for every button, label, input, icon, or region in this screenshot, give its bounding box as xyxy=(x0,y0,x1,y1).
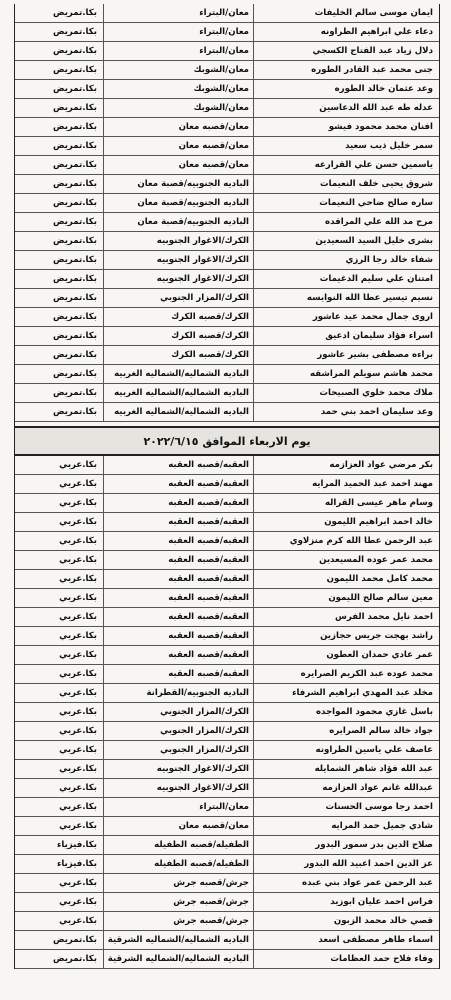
area-cell: الباديه الشماليه/الشماليه الشرقية xyxy=(103,931,253,949)
area-cell: العقبه/قصبه العقبه xyxy=(103,627,253,645)
area-cell: معان/البتراء xyxy=(103,23,253,41)
student-name-cell: عز الدين احمد اعبيد الله البدور xyxy=(253,855,439,873)
student-name-cell: عبد الله فؤاد شاهر الشمايله xyxy=(253,760,439,778)
major-cell: بكا.تمريض xyxy=(52,312,97,322)
student-name-cell: عبدالله غانم عواد العزازمه xyxy=(253,779,439,797)
area-cell: الكرك/الاغوار الجنوبيه xyxy=(103,232,253,250)
student-name-cell: محمد عمر عوده المسيعدين xyxy=(253,551,439,569)
table-row xyxy=(15,893,439,912)
student-name-cell: مهند احمد عبد الحميد المرايه xyxy=(253,475,439,493)
student-name-cell: دلال زياد عبد الفتاح الكسجي xyxy=(253,42,439,60)
table-row xyxy=(15,703,439,722)
major-cell: بكا.تمريض xyxy=(52,198,97,208)
major-cell: بكا.عربي xyxy=(59,878,97,888)
table-row xyxy=(15,403,439,422)
area-cell: الباديه الجنوبيه/قصبة معان xyxy=(103,194,253,212)
major-cell: بكا.تمريض xyxy=(52,236,97,246)
table-row xyxy=(15,627,439,646)
major-cell: بكا.تمريض xyxy=(52,46,97,56)
student-name-cell: امتنان علي سليم الدغيمات xyxy=(253,270,439,288)
student-name-cell: اسماء طاهر مصطفى اسعد xyxy=(253,931,439,949)
major-cell: بكا.تمريض xyxy=(52,217,97,227)
area-cell: الباديه الشماليه/الشماليه الغربيه xyxy=(103,403,253,421)
table-row xyxy=(15,646,439,665)
table-row xyxy=(15,194,439,213)
major-cell: بكا.تمريض xyxy=(52,160,97,170)
table-row xyxy=(15,608,439,627)
student-name-cell: عبد الرحمن عمر عواد بني عبده xyxy=(253,874,439,892)
student-name-cell: راشد بهجت جريس حجازين xyxy=(253,627,439,645)
area-cell: الطفيله/قصبه الطفيله xyxy=(103,836,253,854)
student-name-cell: عاصف علي ياسين الطراونه xyxy=(253,741,439,759)
major-cell: بكا.تمريض xyxy=(52,369,97,379)
area-cell: العقبه/قصبه العقبه xyxy=(103,665,253,683)
area-cell: الكرك/قصبه الكرك xyxy=(103,346,253,364)
area-cell: معان/قصبه معان xyxy=(103,156,253,174)
major-cell: بكا.عربي xyxy=(59,631,97,641)
table-row xyxy=(15,912,439,931)
major-cell: بكا.عربي xyxy=(59,916,97,926)
table-row xyxy=(15,99,439,118)
major-cell: بكا.تمريض xyxy=(52,350,97,360)
area-cell: الباديه الشماليه/الشماليه الشرقية xyxy=(103,950,253,968)
area-cell: الكرك/المزار الجنوبي xyxy=(103,741,253,759)
major-cell: بكا.عربي xyxy=(59,555,97,565)
student-name-cell: محمد هاشم سويلم المراشقه xyxy=(253,365,439,383)
student-name-cell: جنى محمد عبد القادر الطوره xyxy=(253,61,439,79)
area-cell: الطفيله/قصبه الطفيله xyxy=(103,855,253,873)
area-cell: الكرك/المزار الجنوبي xyxy=(103,722,253,740)
student-name-cell: صلاح الدين بدر سمور البدور xyxy=(253,836,439,854)
table-row xyxy=(15,384,439,403)
major-cell: بكا.عربي xyxy=(59,669,97,679)
table-row xyxy=(15,42,439,61)
table-row xyxy=(15,513,439,532)
major-cell: بكا.عربي xyxy=(59,802,97,812)
table-row xyxy=(15,137,439,156)
area-cell: الكرك/الاغوار الجنوبيه xyxy=(103,779,253,797)
table-section-1 xyxy=(15,4,439,422)
major-cell: بكا.عربي xyxy=(59,688,97,698)
student-name-cell: شادي جميل حمد المرايه xyxy=(253,817,439,835)
major-cell: بكا.تمريض xyxy=(52,103,97,113)
area-cell: الباديه الجنوبيه/قصبة معان xyxy=(103,213,253,231)
major-cell: بكا.عربي xyxy=(59,897,97,907)
major-cell: بكا.تمريض xyxy=(52,8,97,18)
day-header: يوم الاربعاء الموافق ٢٠٢٢/٦/١٥ xyxy=(15,426,439,456)
student-name-cell: عبد الرحمن عطا الله كرم منزلاوي xyxy=(253,532,439,550)
table-row xyxy=(15,327,439,346)
major-cell: بكا.عربي xyxy=(59,460,97,470)
student-name-cell: بشرى خليل السيد السعيدين xyxy=(253,232,439,250)
student-name-cell: بكر مرضي عواد العزازمه xyxy=(253,456,439,474)
table-row xyxy=(15,589,439,608)
major-cell: بكا.تمريض xyxy=(52,331,97,341)
major-cell: بكا.تمريض xyxy=(52,122,97,132)
major-cell: بكا.تمريض xyxy=(52,179,97,189)
table-row xyxy=(15,61,439,80)
student-name-cell: احمد نايل محمد الفرس xyxy=(253,608,439,626)
major-cell: بكا.تمريض xyxy=(52,954,97,964)
student-name-cell: سمر خليل ذيب سعيد xyxy=(253,137,439,155)
table-row xyxy=(15,665,439,684)
area-cell: معان/الشوبك xyxy=(103,80,253,98)
area-cell: العقبه/قصبه العقبه xyxy=(103,475,253,493)
table-row xyxy=(15,494,439,513)
area-cell: الباديه الجنوبيه/قصبة معان xyxy=(103,175,253,193)
student-name-cell: خالد احمد ابراهيم الليمون xyxy=(253,513,439,531)
student-name-cell: محمد عوده عبد الكريم الصرايره xyxy=(253,665,439,683)
area-cell: العقبه/قصبه العقبه xyxy=(103,532,253,550)
student-name-cell: وعد سليمان احمد بني حمد xyxy=(253,403,439,421)
table-row xyxy=(15,289,439,308)
major-cell: بكا.عربي xyxy=(59,821,97,831)
area-cell: الباديه الشماليه/الشماليه الغربيه xyxy=(103,365,253,383)
student-name-cell: ملاك محمد خلوي الصبيحات xyxy=(253,384,439,402)
student-name-cell: وعد عثمان خالد الطوره xyxy=(253,80,439,98)
area-cell: جرش/قصبه جرش xyxy=(103,912,253,930)
table-row xyxy=(15,532,439,551)
table-row xyxy=(15,722,439,741)
area-cell: العقبه/قصبه العقبه xyxy=(103,551,253,569)
student-name-cell: وسام ماهر عيسى القراله xyxy=(253,494,439,512)
student-name-cell: معين سالم صالح الليمون xyxy=(253,589,439,607)
major-cell: بكا.تمريض xyxy=(52,407,97,417)
table-row xyxy=(15,80,439,99)
major-cell: بكا.عربي xyxy=(59,764,97,774)
student-name-cell: ساره صالح ضاحي النعيمات xyxy=(253,194,439,212)
major-cell: بكا.عربي xyxy=(59,707,97,717)
major-cell: بكا.عربي xyxy=(59,517,97,527)
table-row xyxy=(15,779,439,798)
area-cell: معان/الشوبك xyxy=(103,99,253,117)
student-name-cell: اروى جمال محمد عيد عاشور xyxy=(253,308,439,326)
student-name-cell: ايمان موسى سالم الخليفات xyxy=(253,4,439,22)
area-cell: الكرك/الاغوار الجنوبيه xyxy=(103,760,253,778)
table-row xyxy=(15,684,439,703)
student-list-sheet xyxy=(14,4,440,969)
student-name-cell: دعاء علي ابراهيم الطراونه xyxy=(253,23,439,41)
student-name-cell: ياسمين حسن علي القرارعه xyxy=(253,156,439,174)
table-row xyxy=(15,156,439,175)
student-name-cell: فراس احمد عليان ابوزيد xyxy=(253,893,439,911)
area-cell: الكرك/المزار الجنوبي xyxy=(103,289,253,307)
student-name-cell: عمر عادي حمدان العطون xyxy=(253,646,439,664)
table-row xyxy=(15,175,439,194)
student-name-cell: باسل غازي محمود المواجده xyxy=(253,703,439,721)
major-cell: بكا.تمريض xyxy=(52,27,97,37)
major-cell: بكا.عربي xyxy=(59,479,97,489)
student-name-cell: قصي خالد محمد الزبون xyxy=(253,912,439,930)
area-cell: الباديه الجنوبيه/القطرانة xyxy=(103,684,253,702)
table-row xyxy=(15,874,439,893)
area-cell: معان/البتراء xyxy=(103,4,253,22)
table-row xyxy=(15,346,439,365)
area-cell: الباديه الشماليه/الشماليه الغربيه xyxy=(103,384,253,402)
table-row xyxy=(15,456,439,475)
table-row xyxy=(15,798,439,817)
major-cell: بكا.عربي xyxy=(59,498,97,508)
major-cell: بكا.تمريض xyxy=(52,141,97,151)
area-cell: معان/قصبه معان xyxy=(103,817,253,835)
table-section-2 xyxy=(15,456,439,969)
table-row xyxy=(15,950,439,969)
table-row xyxy=(15,270,439,289)
student-name-cell: احمد رجا موسى الحسنات xyxy=(253,798,439,816)
table-row xyxy=(15,836,439,855)
major-cell: بكا.عربي xyxy=(59,536,97,546)
student-name-cell: جواد خالد سالم الصرايره xyxy=(253,722,439,740)
table-row xyxy=(15,4,439,23)
table-row xyxy=(15,118,439,137)
table-row xyxy=(15,23,439,42)
major-cell: بكا.عربي xyxy=(59,574,97,584)
student-name-cell: عدله طه عبد الله الدعاسين xyxy=(253,99,439,117)
area-cell: معان/قصبه معان xyxy=(103,118,253,136)
area-cell: العقبه/قصبه العقبه xyxy=(103,456,253,474)
student-name-cell: وفاء فلاح حمد العظامات xyxy=(253,950,439,968)
major-cell: بكا.عربي xyxy=(59,612,97,622)
major-cell: بكا.عربي xyxy=(59,726,97,736)
major-cell: بكا.تمريض xyxy=(52,274,97,284)
table-row xyxy=(15,475,439,494)
area-cell: معان/البتراء xyxy=(103,798,253,816)
area-cell: الكرك/قصبه الكرك xyxy=(103,308,253,326)
major-cell: بكا.تمريض xyxy=(52,935,97,945)
table-row xyxy=(15,931,439,950)
student-name-cell: محمد كامل محمد الليمون xyxy=(253,570,439,588)
area-cell: الكرك/المزار الجنوبي xyxy=(103,703,253,721)
area-cell: جرش/قصبه جرش xyxy=(103,874,253,892)
area-cell: معان/الشوبك xyxy=(103,61,253,79)
area-cell: معان/البتراء xyxy=(103,42,253,60)
table-row xyxy=(15,308,439,327)
student-name-cell: شفاء خالد رجا الرزي xyxy=(253,251,439,269)
table-row xyxy=(15,232,439,251)
table-row xyxy=(15,365,439,384)
area-cell: العقبه/قصبه العقبه xyxy=(103,608,253,626)
table-row xyxy=(15,213,439,232)
area-cell: معان/قصبه معان xyxy=(103,137,253,155)
major-cell: بكا.عربي xyxy=(59,783,97,793)
table-row xyxy=(15,551,439,570)
major-cell: بكا.تمريض xyxy=(52,84,97,94)
table-row xyxy=(15,855,439,874)
area-cell: الكرك/الاغوار الجنوبيه xyxy=(103,270,253,288)
major-cell: بكا.عربي xyxy=(59,593,97,603)
major-cell: بكا.تمريض xyxy=(52,293,97,303)
major-cell: بكا.تمريض xyxy=(52,388,97,398)
table-row xyxy=(15,251,439,270)
major-cell: بكا.تمريض xyxy=(52,65,97,75)
student-name-cell: نسيم تيسير عطا الله النوايسه xyxy=(253,289,439,307)
area-cell: جرش/قصبه جرش xyxy=(103,893,253,911)
area-cell: العقبه/قصبه العقبه xyxy=(103,513,253,531)
area-cell: الكرك/قصبه الكرك xyxy=(103,327,253,345)
major-cell: بكا.تمريض xyxy=(52,255,97,265)
major-cell: بكا.عربي xyxy=(59,650,97,660)
table-row xyxy=(15,817,439,836)
student-name-cell: مخلد عبد المهدي ابراهيم الشرفاء xyxy=(253,684,439,702)
student-name-cell: براءه مصطفى بشير عاشور xyxy=(253,346,439,364)
student-name-cell: اسراء فؤاد سليمان ادعيق xyxy=(253,327,439,345)
area-cell: الكرك/الاغوار الجنوبيه xyxy=(103,251,253,269)
area-cell: العقبه/قصبه العقبه xyxy=(103,646,253,664)
student-name-cell: شروق يحيى خلف النعيمات xyxy=(253,175,439,193)
student-name-cell: مرح مد الله علي المراقده xyxy=(253,213,439,231)
table-row xyxy=(15,741,439,760)
table-row xyxy=(15,570,439,589)
area-cell: العقبه/قصبه العقبه xyxy=(103,494,253,512)
area-cell: العقبه/قصبه العقبه xyxy=(103,589,253,607)
major-cell: بكا.فيزياء xyxy=(56,840,97,850)
major-cell: بكا.عربي xyxy=(59,745,97,755)
table-row xyxy=(15,760,439,779)
area-cell: العقبه/قصبه العقبه xyxy=(103,570,253,588)
major-cell: بكا.فيزياء xyxy=(56,859,97,869)
student-name-cell: افنان محمد محمود فيشو xyxy=(253,118,439,136)
